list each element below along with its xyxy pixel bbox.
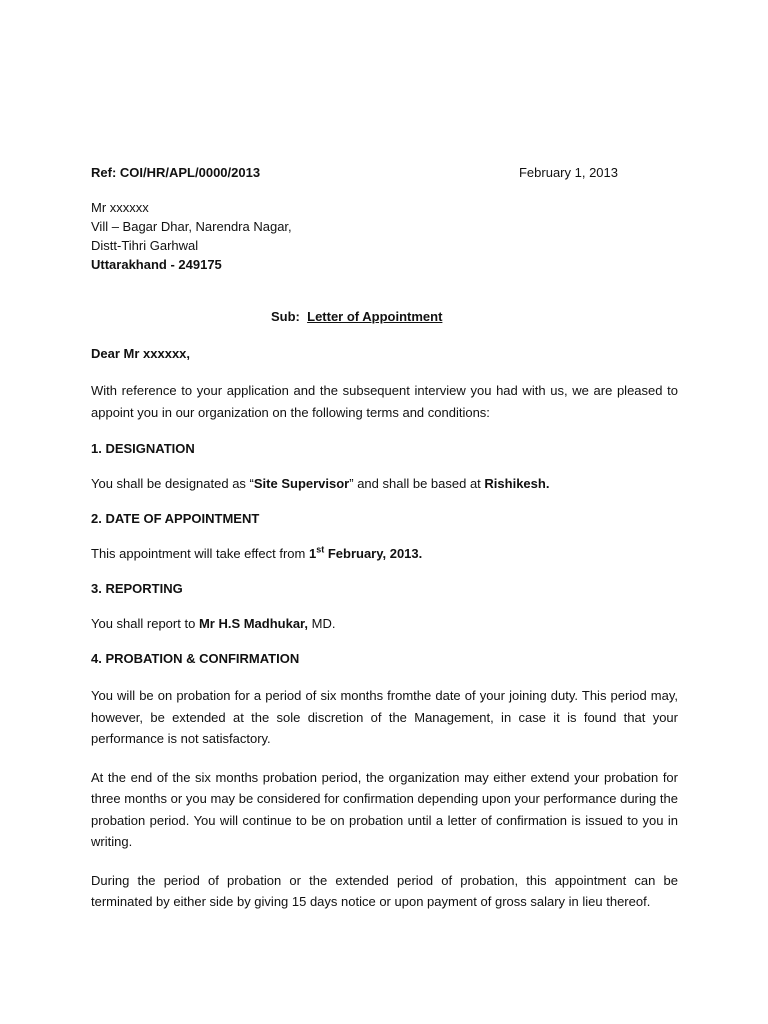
- address-line-3: Uttarakhand - 249175: [91, 257, 222, 272]
- subject-label: Sub:: [271, 309, 300, 324]
- recipient-name: Mr xxxxxx: [91, 200, 149, 215]
- salutation: Dear Mr xxxxxx,: [91, 346, 191, 361]
- probation-paragraph-2: At the end of the six months probation period, the organization may either extend your probation for three months or you may be considered for confirmation depending upon your performance during the probation period. You will continue to be on probation until a letter of confirmation is issued to you in writing.: [91, 769, 678, 849]
- probation-heading: 4. PROBATION & CONFIRMATION: [91, 651, 300, 666]
- probation-paragraph-3: During the period of probation or the extended period of probation, this appointment can be terminated by either side by giving 15 days notice or upon payment of gross salary in lieu thereof.: [91, 872, 678, 909]
- recipient-address: [91, 198, 678, 274]
- reference-number: Ref: COI/HR/APL/0000/2013: [91, 165, 261, 180]
- address-line-1: Vill – Bagar Dhar, Narendra Nagar,: [91, 219, 292, 234]
- reporting-text: You shall report to Mr H.S Madhukar, MD.: [91, 616, 336, 631]
- appointment-date-heading: 2. DATE OF APPOINTMENT: [91, 511, 260, 526]
- appointment-day: 1st February, 2013.: [308, 544, 423, 561]
- reference-row: [91, 164, 678, 181]
- address-line-2: Distt-Tihri Garhwal: [91, 238, 199, 253]
- designation-heading: 1. DESIGNATION: [91, 441, 195, 456]
- letter-page: [91, 164, 678, 913]
- subject-line: [91, 308, 678, 326]
- probation-paragraph-1: You will be on probation for a period of six months fromthe date of your joining duty. This period may, however, be extended at the sole discretion of the Management, in case it is found that your performance is not satisfactory.: [91, 688, 678, 746]
- designation-role: Site Supervisor: [253, 476, 350, 491]
- letter-date: February 1, 2013: [518, 165, 618, 180]
- appointment-date-text: This appointment will take effect from 1st February, 2013.: [91, 544, 423, 561]
- subject-text: Letter of Appointment: [307, 309, 443, 324]
- designation-text: You shall be designated as “Site Supervisor” and shall be based at Rishikesh.: [91, 476, 550, 491]
- reporting-heading: 3. REPORTING: [91, 581, 183, 596]
- designation-location: Rishikesh.: [484, 476, 550, 491]
- reporting-person: Mr H.S Madhukar,: [198, 616, 309, 631]
- intro-paragraph: With reference to your application and the subsequent interview you had with us, we are pleased to appoint you in our organization on the following terms and conditions:: [91, 383, 678, 420]
